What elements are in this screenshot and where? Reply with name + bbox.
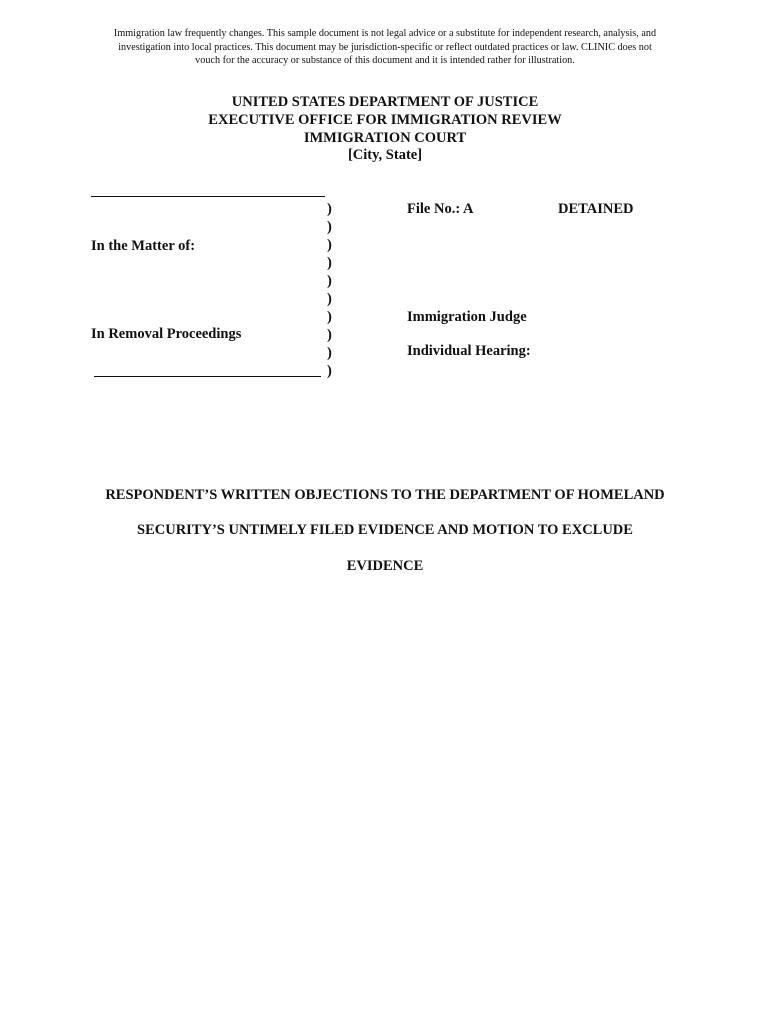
- department-name: UNITED STATES DEPARTMENT OF JUSTICE: [231, 94, 539, 110]
- detention-status: DETAINED: [558, 201, 634, 217]
- individual-hearing-label: Individual Hearing:: [407, 343, 531, 359]
- disclaimer-line-3: vouch for the accuracy or substance of this document and it is intended rather for illustration.: [195, 55, 575, 66]
- office-name: EXECUTIVE OFFICE FOR IMMIGRATION REVIEW: [208, 111, 562, 128]
- title-line-2: SECURITY’S UNTIMELY FILED EVIDENCE AND MOTION TO EXCLUDE: [137, 522, 633, 538]
- caption-paren: ): [327, 237, 332, 253]
- caption-bottom-rule: [94, 376, 321, 377]
- matter-label: In the Matter of:: [91, 238, 196, 254]
- caption-paren: ): [327, 345, 332, 361]
- file-number-label: File No.: A: [407, 201, 474, 217]
- court-name: IMMIGRATION COURT: [303, 129, 467, 146]
- caption-paren: ): [327, 255, 332, 271]
- caption-paren: ): [327, 291, 332, 307]
- disclaimer-line-1: Immigration law frequently changes. This sample document is not legal advice or a substitute for independent research, analysis, and: [113, 28, 657, 39]
- court-location: [City, State]: [347, 147, 423, 164]
- title-line-1: RESPONDENT’S WRITTEN OBJECTIONS TO THE DEPARTMENT OF HOMELAND: [105, 487, 665, 503]
- caption-paren: ): [327, 363, 332, 379]
- caption-paren: ): [327, 327, 332, 343]
- caption-paren: ): [327, 273, 332, 289]
- caption-top-rule: [91, 196, 325, 197]
- disclaimer-line-2: investigation into local practices. This document may be jurisdiction-specific or reflect outdated practices or law. CLINIC does not: [118, 41, 652, 53]
- immigration-judge-label: Immigration Judge: [407, 309, 527, 325]
- caption-paren: ): [327, 219, 332, 235]
- proceedings-label: In Removal Proceedings: [91, 326, 242, 342]
- disclaimer-notice: [80, 27, 690, 68]
- caption-paren: ): [327, 309, 332, 325]
- court-header: [100, 94, 670, 165]
- title-line-3: EVIDENCE: [346, 558, 424, 574]
- caption-paren: ): [327, 201, 332, 217]
